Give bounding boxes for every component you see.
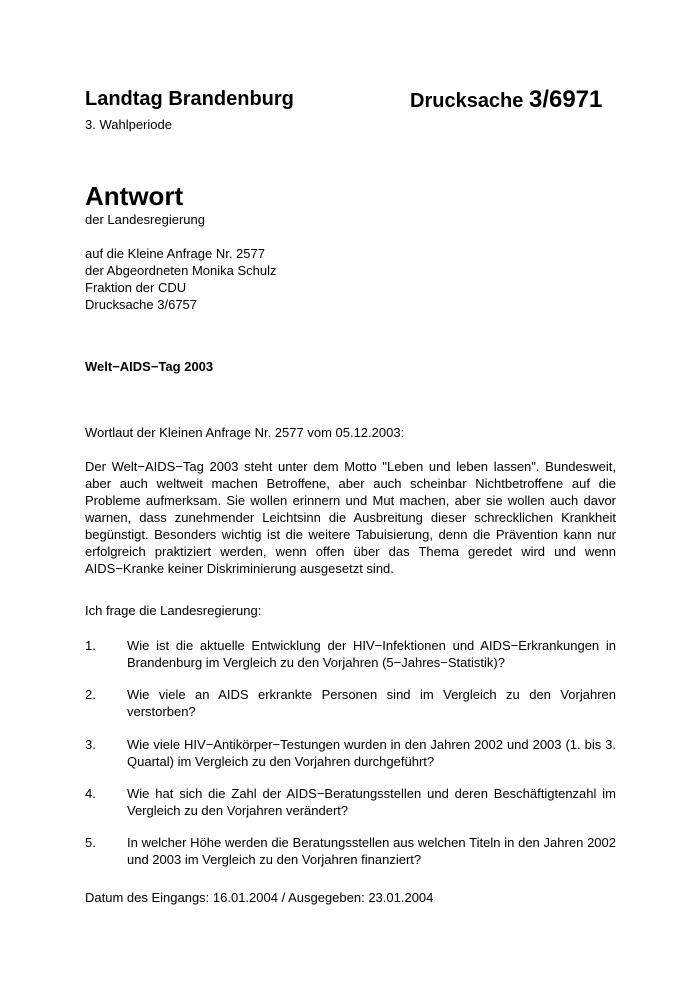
question-text: In welcher Höhe werden die Beratungsstellen aus welchen Titeln in den Jahren 2002 und 2003 im Vergleich zu den Vorjahren finanziert? xyxy=(127,835,616,867)
receipt-dates: Datum des Eingangs: 16.01.2004 / Ausgegeben: 23.01.2004 xyxy=(85,890,434,905)
inquiry-intro: Wortlaut der Kleinen Anfrage Nr. 2577 vom 05.12.2003: xyxy=(85,425,405,440)
question-item xyxy=(85,637,616,671)
question-number: 1. xyxy=(85,638,96,653)
question-text: Wie ist die aktuelle Entwicklung der HIV−Infektionen und AIDS−Erkrankungen in Brandenburg im Vergleich zu den Vorjahren (5−Jahres−Statistik)? xyxy=(127,638,616,670)
print-number-heading xyxy=(410,86,602,114)
print-number: 3/6971 xyxy=(528,86,603,113)
parliament-title: Landtag Brandenburg xyxy=(85,88,294,110)
question-text: Wie viele an AIDS erkrankte Personen sind im Vergleich zu den Vorjahren verstorben? xyxy=(127,687,616,719)
reference-block xyxy=(85,245,277,313)
topic-heading: Welt−AIDS−Tag 2003 xyxy=(85,359,214,374)
inquiry-body: Der Welt−AIDS−Tag 2003 steht unter dem Motto "Leben und leben lassen". Bundesweit, aber auch weltweit machen Betroffene, aber auch scheinbar Nichtbetroffene auf die Probleme aufmerksam. Sie wollen erinnern und Mut machen, aber sie wollen auch davor warnen, dass zunehmender Leichtsinn die Ausbreitung dieser schrecklichen Krankheit begünstigt. Besonders wichtig ist die weitere Tabuisierung, denn die Prävention kann nur erfolgreich praktiziert werden, wenn offen über das Thema geredet wird und wenn AIDS−Kranke keiner Diskriminierung ausgesetzt sind. xyxy=(85,459,616,576)
reference-line: auf die Kleine Anfrage Nr. 2577 xyxy=(85,246,265,261)
document-subtitle: der Landesregierung xyxy=(85,212,205,227)
election-period: 3. Wahlperiode xyxy=(85,117,172,132)
question-item xyxy=(85,686,616,720)
question-lead: Ich frage die Landesregierung: xyxy=(85,603,262,618)
question-number: 2. xyxy=(85,687,96,702)
print-label: Drucksache xyxy=(410,90,529,112)
reference-line: Fraktion der CDU xyxy=(85,280,187,295)
question-item xyxy=(85,834,616,868)
question-text: Wie hat sich die Zahl der AIDS−Beratungsstellen und deren Beschäftigtenzahl im Vergleich zu den Vorjahren verändert? xyxy=(127,786,616,818)
question-item xyxy=(85,785,616,819)
document-type-heading: Antwort xyxy=(85,181,184,211)
reference-line: der Abgeordneten Monika Schulz xyxy=(85,263,277,278)
reference-line: Drucksache 3/6757 xyxy=(85,297,198,312)
question-item xyxy=(85,736,616,770)
question-text: Wie viele HIV−Antikörper−Testungen wurden in den Jahren 2002 und 2003 (1. bis 3. Quartal) im Vergleich zu den Vorjahren durchgeführt? xyxy=(127,737,616,769)
question-number: 3. xyxy=(85,737,96,752)
question-number: 5. xyxy=(85,835,96,850)
question-number: 4. xyxy=(85,786,96,801)
